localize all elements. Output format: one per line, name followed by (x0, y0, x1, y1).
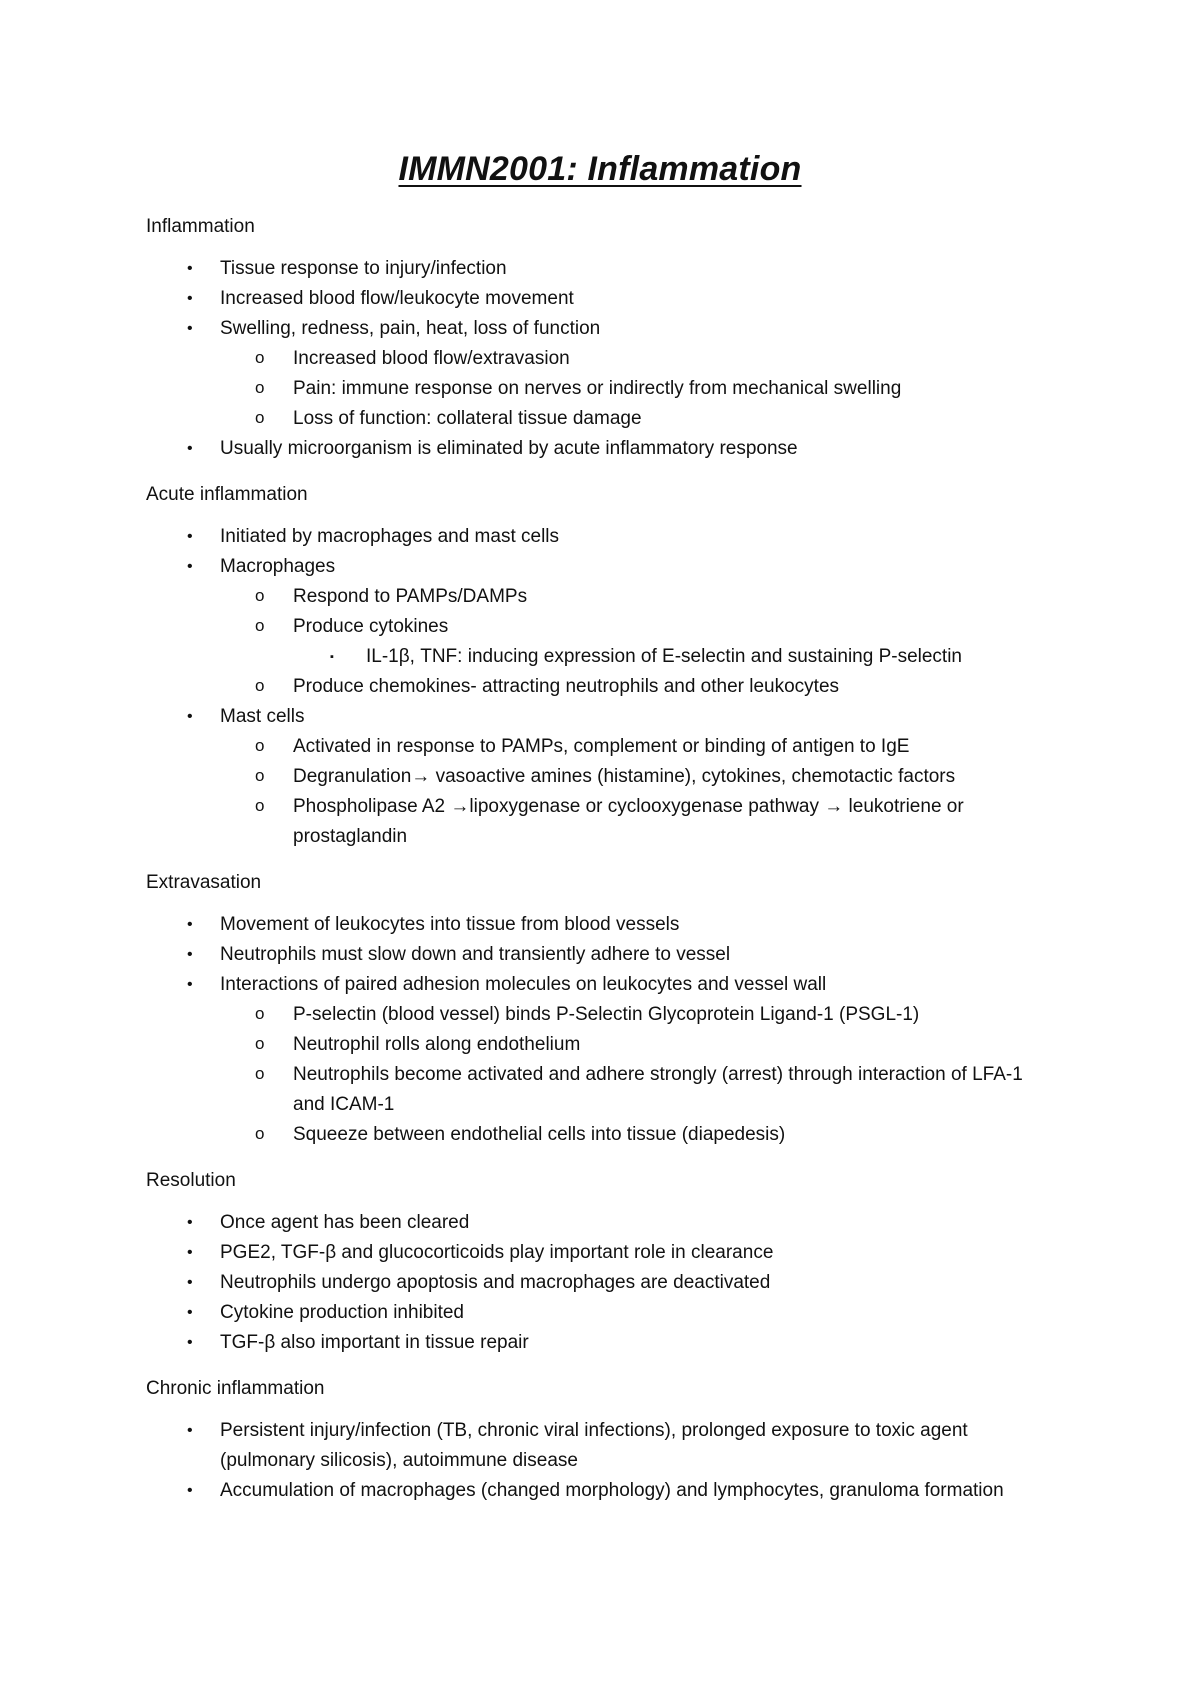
bullet-marker-icon: • (187, 1244, 193, 1261)
list-item (146, 314, 1046, 434)
bullet-marker-icon: o (255, 616, 265, 635)
list-item (146, 284, 1046, 314)
list-item (255, 582, 1046, 612)
list-item-text: Interactions of paired adhesion molecules on leukocytes and vessel wall (220, 974, 827, 995)
bullet-marker-icon: o (255, 348, 265, 367)
bullet-list-level-1 (146, 254, 1046, 464)
list-item (146, 1268, 1046, 1298)
list-item-text: Loss of function: collateral tissue damage (293, 408, 642, 429)
list-item-text: PGE2, TGF-β and glucocorticoids play important role in clearance (220, 1242, 774, 1263)
list-item (146, 254, 1046, 284)
bullet-list-level-1 (146, 910, 1046, 1150)
list-item (146, 702, 1046, 852)
list-item-text: Initiated by macrophages and mast cells (220, 526, 560, 547)
bullet-marker-icon: • (187, 946, 193, 963)
page-title: IMMN2001: Inflammation (398, 150, 802, 188)
list-item (146, 940, 1046, 970)
section (146, 480, 1046, 852)
list-item (330, 642, 1046, 672)
list-item-text: Squeeze between endothelial cells into tissue (diapedesis) (293, 1124, 786, 1145)
bullet-marker-icon: • (187, 1334, 193, 1351)
list-item (255, 762, 1046, 792)
bullet-marker-icon: • (187, 260, 193, 277)
bullet-marker-icon: • (187, 440, 193, 457)
bullet-marker-icon: o (255, 1064, 265, 1083)
list-item-text: Neutrophils become activated and adhere strongly (arrest) through interaction of LFA-1 and ICAM-1 (293, 1064, 1023, 1115)
bullet-marker-icon: • (187, 1482, 193, 1499)
section (146, 868, 1046, 1150)
list-item (255, 792, 1046, 852)
list-item (146, 1298, 1046, 1328)
bullet-marker-icon: • (187, 1274, 193, 1291)
bullet-marker-icon: • (187, 290, 193, 307)
list-item-text: Increased blood flow/extravasion (293, 348, 570, 369)
section (146, 1374, 1046, 1506)
list-item-text: Produce chemokines- attracting neutrophils and other leukocytes (293, 676, 840, 697)
list-item-text: Neutrophil rolls along endothelium (293, 1034, 581, 1055)
bullet-marker-icon: • (187, 528, 193, 545)
bullet-marker-icon: o (255, 1034, 265, 1053)
list-item-text: Swelling, redness, pain, heat, loss of function (220, 318, 601, 339)
list-item (146, 434, 1046, 464)
list-item (146, 1416, 1046, 1476)
document-body (146, 212, 1046, 1522)
bullet-marker-icon: • (187, 916, 193, 933)
list-item (255, 1000, 1046, 1030)
section (146, 1166, 1046, 1358)
bullet-marker-icon: ▪ (330, 651, 334, 663)
list-item-text: Usually microorganism is eliminated by acute inflammatory response (220, 438, 798, 459)
bullet-list-level-2 (255, 1000, 1046, 1150)
list-item (146, 552, 1046, 702)
section-heading: Resolution (146, 1170, 236, 1191)
list-item (255, 344, 1046, 374)
list-item (146, 910, 1046, 940)
list-item-text: Once agent has been cleared (220, 1212, 470, 1233)
section-heading: Inflammation (146, 216, 255, 237)
bullet-list-level-3 (330, 642, 1046, 672)
list-item-text: Mast cells (220, 706, 305, 727)
list-item (255, 404, 1046, 434)
bullet-list-level-2 (255, 582, 1046, 702)
bullet-list-level-1 (146, 1416, 1046, 1506)
list-item (146, 1328, 1046, 1358)
list-item-text: TGF-β also important in tissue repair (220, 1332, 529, 1353)
bullet-marker-icon: o (255, 378, 265, 397)
bullet-marker-icon: o (255, 736, 265, 755)
list-item-text: Pain: immune response on nerves or indirectly from mechanical swelling (293, 378, 902, 399)
bullet-list-level-1 (146, 1208, 1046, 1358)
list-item (255, 732, 1046, 762)
bullet-list-level-2 (255, 344, 1046, 434)
bullet-list-level-1 (146, 522, 1046, 852)
bullet-marker-icon: o (255, 586, 265, 605)
bullet-marker-icon: o (255, 1124, 265, 1143)
bullet-marker-icon: • (187, 1214, 193, 1231)
list-item (146, 970, 1046, 1150)
list-item (146, 1208, 1046, 1238)
list-item-text: Accumulation of macrophages (changed morphology) and lymphocytes, granuloma formation (220, 1480, 1004, 1501)
list-item-text: Phospholipase A2 →lipoxygenase or cyclooxygenase pathway → leukotriene or prostaglandin (293, 796, 964, 847)
list-item (146, 1238, 1046, 1268)
bullet-marker-icon: • (187, 558, 193, 575)
list-item-text: Cytokine production inhibited (220, 1302, 464, 1323)
list-item (255, 1120, 1046, 1150)
section-heading: Acute inflammation (146, 484, 308, 505)
list-item-text: Persistent injury/infection (TB, chronic viral infections), prolonged exposure to toxic agent (pulmonary silicosis), autoimmune disease (220, 1420, 968, 1471)
list-item-text: Tissue response to injury/infection (220, 258, 507, 279)
section-heading: Extravasation (146, 872, 262, 893)
list-item-text: Degranulation→ vasoactive amines (histamine), cytokines, chemotactic factors (293, 766, 956, 787)
list-item-text: Neutrophils undergo apoptosis and macrophages are deactivated (220, 1272, 771, 1293)
bullet-marker-icon: o (255, 676, 265, 695)
bullet-marker-icon: • (187, 1304, 193, 1321)
list-item-text: Movement of leukocytes into tissue from blood vessels (220, 914, 680, 935)
list-item (255, 1030, 1046, 1060)
bullet-marker-icon: • (187, 320, 193, 337)
list-item-text: Produce cytokines (293, 616, 449, 637)
list-item-text: Increased blood flow/leukocyte movement (220, 288, 574, 309)
bullet-marker-icon: o (255, 408, 265, 427)
list-item-text: Neutrophils must slow down and transiently adhere to vessel (220, 944, 731, 965)
list-item-text: P-selectin (blood vessel) binds P-Selectin Glycoprotein Ligand-1 (PSGL-1) (293, 1004, 920, 1025)
list-item (146, 522, 1046, 552)
list-item-text: Macrophages (220, 556, 336, 577)
list-item (255, 672, 1046, 702)
bullet-marker-icon: o (255, 1004, 265, 1023)
list-item-text: Respond to PAMPs/DAMPs (293, 586, 528, 607)
list-item-text: IL-1β, TNF: inducing expression of E-selectin and sustaining P-selectin (366, 646, 962, 667)
section-heading: Chronic inflammation (146, 1378, 325, 1399)
bullet-marker-icon: • (187, 1422, 193, 1439)
bullet-marker-icon: • (187, 976, 193, 993)
list-item (146, 1476, 1046, 1506)
bullet-marker-icon: • (187, 708, 193, 725)
list-item (255, 612, 1046, 672)
bullet-list-level-2 (255, 732, 1046, 852)
list-item (255, 1060, 1046, 1120)
list-item-text: Activated in response to PAMPs, complement or binding of antigen to IgE (293, 736, 910, 757)
section (146, 212, 1046, 464)
bullet-marker-icon: o (255, 766, 265, 785)
bullet-marker-icon: o (255, 796, 265, 815)
list-item (255, 374, 1046, 404)
